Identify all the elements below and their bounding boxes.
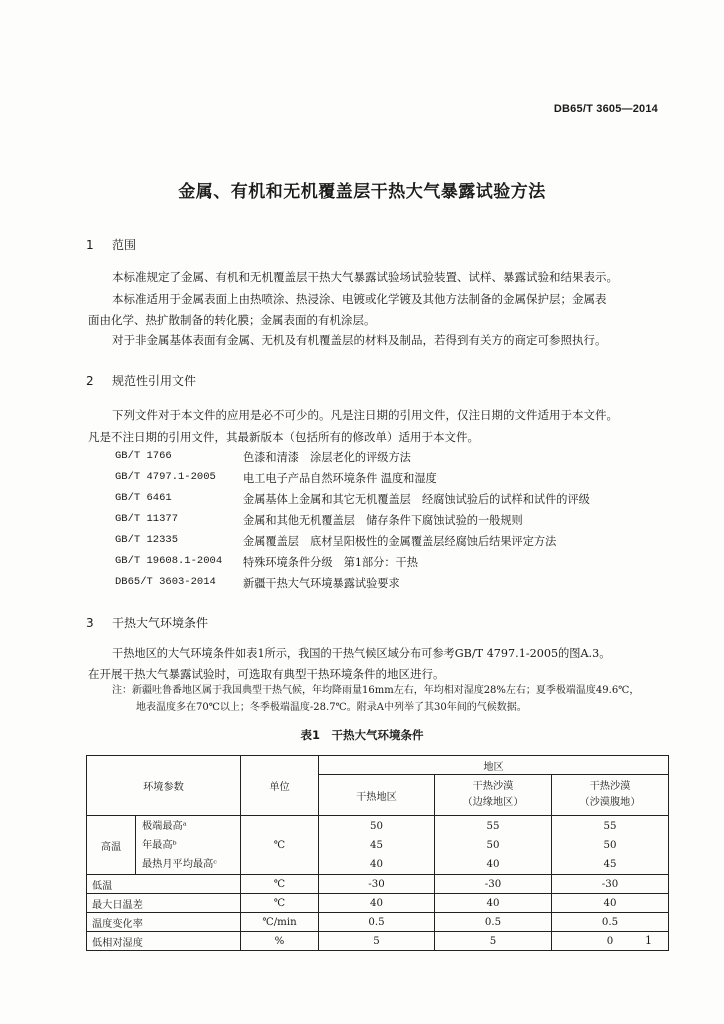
- row-unit: ℃/min: [241, 913, 319, 932]
- page-number: 1: [645, 934, 652, 947]
- section-2-heading: [86, 372, 196, 389]
- header-col-desert-edge: 干热沙漠 （边缘地区）: [435, 775, 552, 816]
- row-label: 温度变化率: [87, 913, 241, 932]
- table-cell: 0.5: [319, 913, 435, 932]
- table-cell: 40: [435, 894, 552, 913]
- high-temp-col-3: [552, 816, 669, 875]
- reference-code: GB/T 1766: [115, 450, 172, 462]
- reference-code: GB/T 11377: [115, 513, 179, 525]
- section-title: 规范性引用文件: [112, 374, 197, 388]
- section-number: 2: [86, 374, 94, 388]
- table-cell: 40: [319, 894, 435, 913]
- environment-paragraph-line-2: 在开展干热大气暴露试验时，可选取有典型干热环境条件的地区进行。: [88, 667, 445, 681]
- table-cell: 45: [370, 839, 383, 851]
- header-param: 环境参数: [87, 756, 241, 816]
- section-3-heading: [86, 614, 208, 631]
- row-unit: %: [241, 932, 319, 951]
- table-cell: 50: [370, 820, 383, 832]
- high-temp-label-cell: [87, 816, 241, 875]
- environment-table: [86, 755, 669, 951]
- row-unit: ℃: [241, 894, 319, 913]
- row-label: 低相对湿度: [87, 932, 241, 951]
- table-row: [87, 932, 669, 951]
- scope-paragraph-2-line-2: 面由化学、热扩散制备的转化膜；金属表面的有机涂层。: [88, 313, 376, 327]
- section-number: 3: [86, 616, 94, 630]
- high-temp-group-label: 高温: [87, 816, 136, 874]
- document-title: 金属、有机和无机覆盖层干热大气暴露试验方法: [178, 182, 546, 202]
- reference-code: GB/T 12335: [115, 534, 179, 546]
- reference-code: GB/T 6461: [115, 492, 172, 504]
- references-intro-line-1: 下列文件对于本文件的应用是必不可少的。凡是注日期的引用文件，仅注日期的文件适用于本文件。: [112, 408, 618, 422]
- table-cell: 50: [603, 839, 617, 851]
- section-title: 干热大气环境条件: [112, 616, 209, 630]
- table-cell: 0.5: [552, 913, 669, 932]
- table-cell: 40: [552, 894, 669, 913]
- high-temp-item: 极端最高ᵃ: [142, 821, 187, 832]
- note-label: 注：: [112, 685, 132, 696]
- header-col-dry-hot: 干热地区: [319, 775, 435, 816]
- reference-title: 特殊环境条件分级 第1部分：干热: [243, 556, 418, 569]
- table-row: [87, 894, 669, 913]
- table-cell: -30: [435, 875, 552, 894]
- high-temp-item: 最热月平均最高ᶜ: [142, 859, 217, 870]
- environment-note-line-2: 地表温度多在70℃以上；冬季极端温度-28.7℃。附录A中列举了其30年间的气候数据。: [136, 702, 527, 713]
- high-temp-unit: ℃: [241, 816, 319, 875]
- note-text: 新疆吐鲁番地区属于我国典型干热气候，年均降雨量16mm左右，年均相对湿度28%左右；夏季极端温度49.6℃，: [132, 685, 640, 696]
- table-cell: -30: [552, 875, 669, 894]
- high-temp-item: 年最高ᵇ: [142, 840, 177, 851]
- header-unit: 单位: [241, 756, 319, 816]
- row-unit: ℃: [241, 875, 319, 894]
- table-cell: 55: [486, 820, 500, 832]
- reference-title: 电工电子产品自然环境条件 温度和湿度: [243, 472, 437, 485]
- table-cell: 0: [552, 932, 669, 951]
- table-cell: 50: [486, 839, 500, 851]
- reference-title: 金属和其他无机覆盖层 储存条件下腐蚀试验的一般规则: [243, 514, 523, 527]
- high-temp-col-1: [319, 816, 435, 875]
- section-1-heading: [86, 236, 136, 253]
- standard-code: DB65/T 3605—2014: [553, 103, 658, 115]
- table-cell: -30: [319, 875, 435, 894]
- section-title: 范围: [112, 238, 137, 252]
- references-intro-line-2: 凡是不注日期的引用文件，其最新版本（包括所有的修改单）适用于本文件。: [88, 430, 479, 444]
- table-cell: 45: [603, 858, 617, 870]
- scope-paragraph-3: 对于非金属基体表面有金属、无机及有机覆盖层的材料及制品，若得到有关方的商定可参照执行。: [112, 333, 607, 347]
- table-header-row: [87, 756, 669, 775]
- table-row: [87, 913, 669, 932]
- scope-paragraph-2-line-1: 本标准适用于金属表面上由热喷涂、热浸涂、电镀或化学镀及其他方法制备的金属保护层；金属表: [112, 292, 607, 306]
- table-cell: 5: [435, 932, 552, 951]
- high-temp-col-2: [435, 816, 552, 875]
- reference-code: GB/T 4797.1-2005: [115, 471, 216, 483]
- table-caption: 表1 干热大气环境条件: [300, 728, 424, 742]
- reference-title: 色漆和清漆 涂层老化的评级方法: [243, 451, 411, 464]
- table-row-high-temp: [87, 816, 669, 875]
- reference-title: 金属覆盖层 底材呈阳极性的金属覆盖层经腐蚀后结果评定方法: [243, 535, 557, 548]
- reference-title: 金属基体上金属和其它无机覆盖层 经腐蚀试验后的试样和试件的评级: [243, 493, 590, 506]
- scope-paragraph-1: 本标准规定了金属、有机和无机覆盖层干热大气暴露试验场试验装置、试样、暴露试验和结果表示。: [112, 270, 618, 284]
- high-temp-items: [136, 816, 240, 874]
- header-region: 地区: [319, 756, 669, 775]
- table-cell: 55: [603, 820, 617, 832]
- row-label: 最大日温差: [87, 894, 241, 913]
- section-number: 1: [86, 238, 94, 252]
- reference-code: DB65/T 3603-2014: [115, 576, 216, 588]
- table-row: [87, 875, 669, 894]
- table-cell: 0.5: [435, 913, 552, 932]
- reference-title: 新疆干热大气环境暴露试验要求: [243, 577, 400, 590]
- table-cell: 40: [486, 858, 500, 870]
- row-label: 低温: [87, 875, 241, 894]
- header-col-desert-core: 干热沙漠 （沙漠腹地）: [552, 775, 669, 816]
- environment-paragraph-line-1: 干热地区的大气环境条件如表1所示，我国的干热气候区域分布可参考GB/T 4797.1-2005的图A.3。: [112, 647, 611, 660]
- table-cell: 5: [319, 932, 435, 951]
- table-cell: 40: [370, 858, 383, 870]
- reference-code: GB/T 19608.1-2004: [115, 555, 223, 567]
